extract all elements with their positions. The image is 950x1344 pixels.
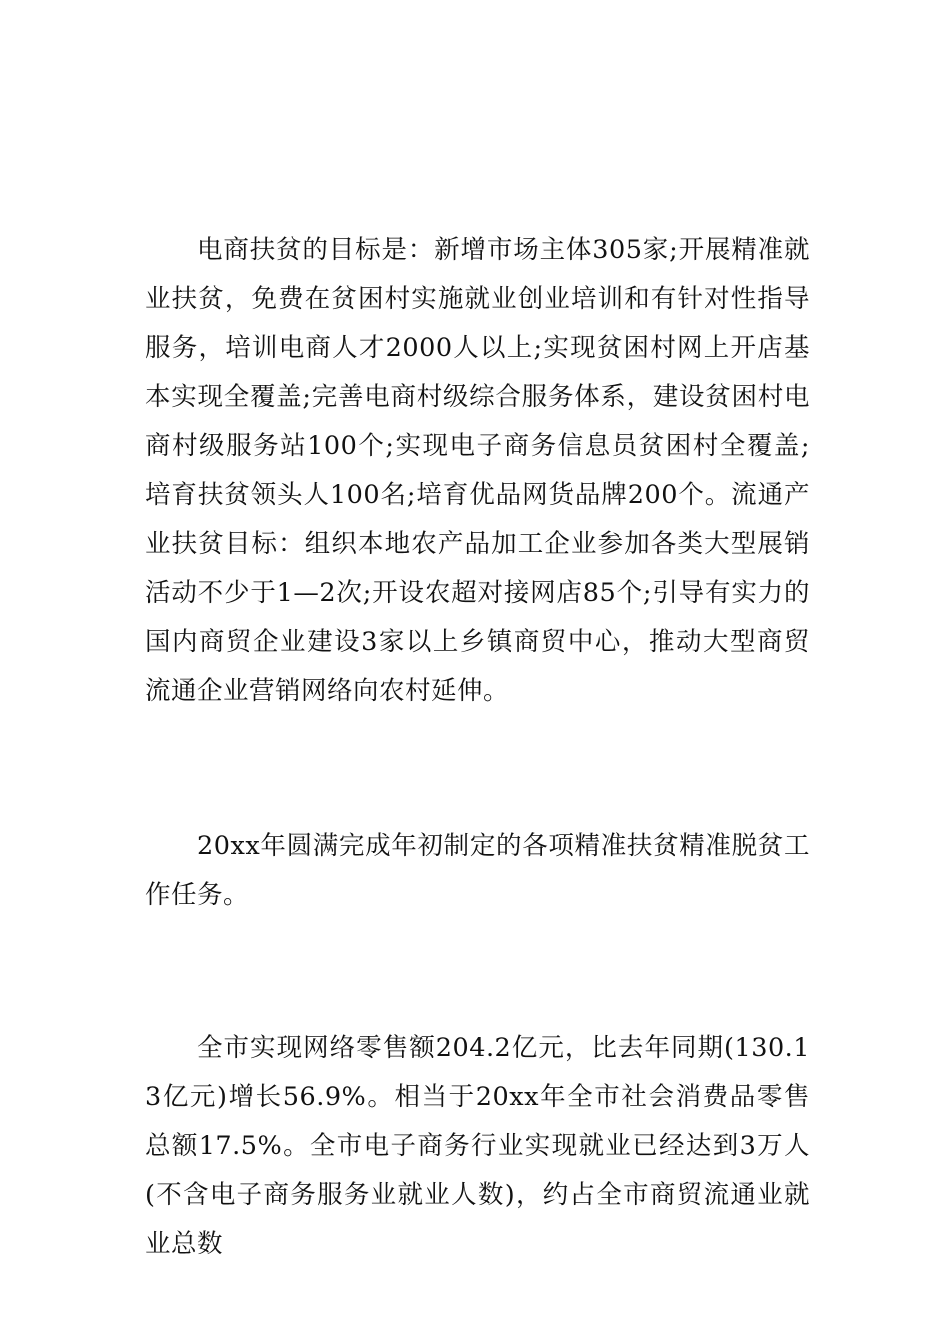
paragraph-online-retail: 全市实现网络零售额204.2亿元，比去年同期(130.13亿元)增长56.9%。相当于20xx年全市社会消费品零售总额17.5%。全市电子商务行业实现就业已经达到3万人(不含电子商务服务业就业人数)，约占全市商贸流通业就业总数: [145, 1033, 810, 1259]
paragraph-task-completion: 20xx年圆满完成年初制定的各项精准扶贫精准脱贫工作任务。: [145, 831, 810, 910]
paragraph-ecommerce-goals: 电商扶贫的目标是：新增市场主体305家;开展精准就业扶贫，免费在贫困村实施就业创业培训和有针对性指导服务，培训电商人才2000人以上;实现贫困村网上开店基本实现全覆盖;完善电商村级综合服务体系，建设贫困村电商村级服务站100个;实现电子商务信息员贫困村全覆盖;培育扶贫领头人100名;培育优品网货品牌200个。流通产业扶贫目标：组织本地农产品加工企业参加各类大型展销活动不少于1—2次;开设农超对接网店85个;引导有实力的国内商贸企业建设3家以上乡镇商贸中心，推动大型商贸流通企业营销网络向农村延伸。: [145, 235, 810, 706]
